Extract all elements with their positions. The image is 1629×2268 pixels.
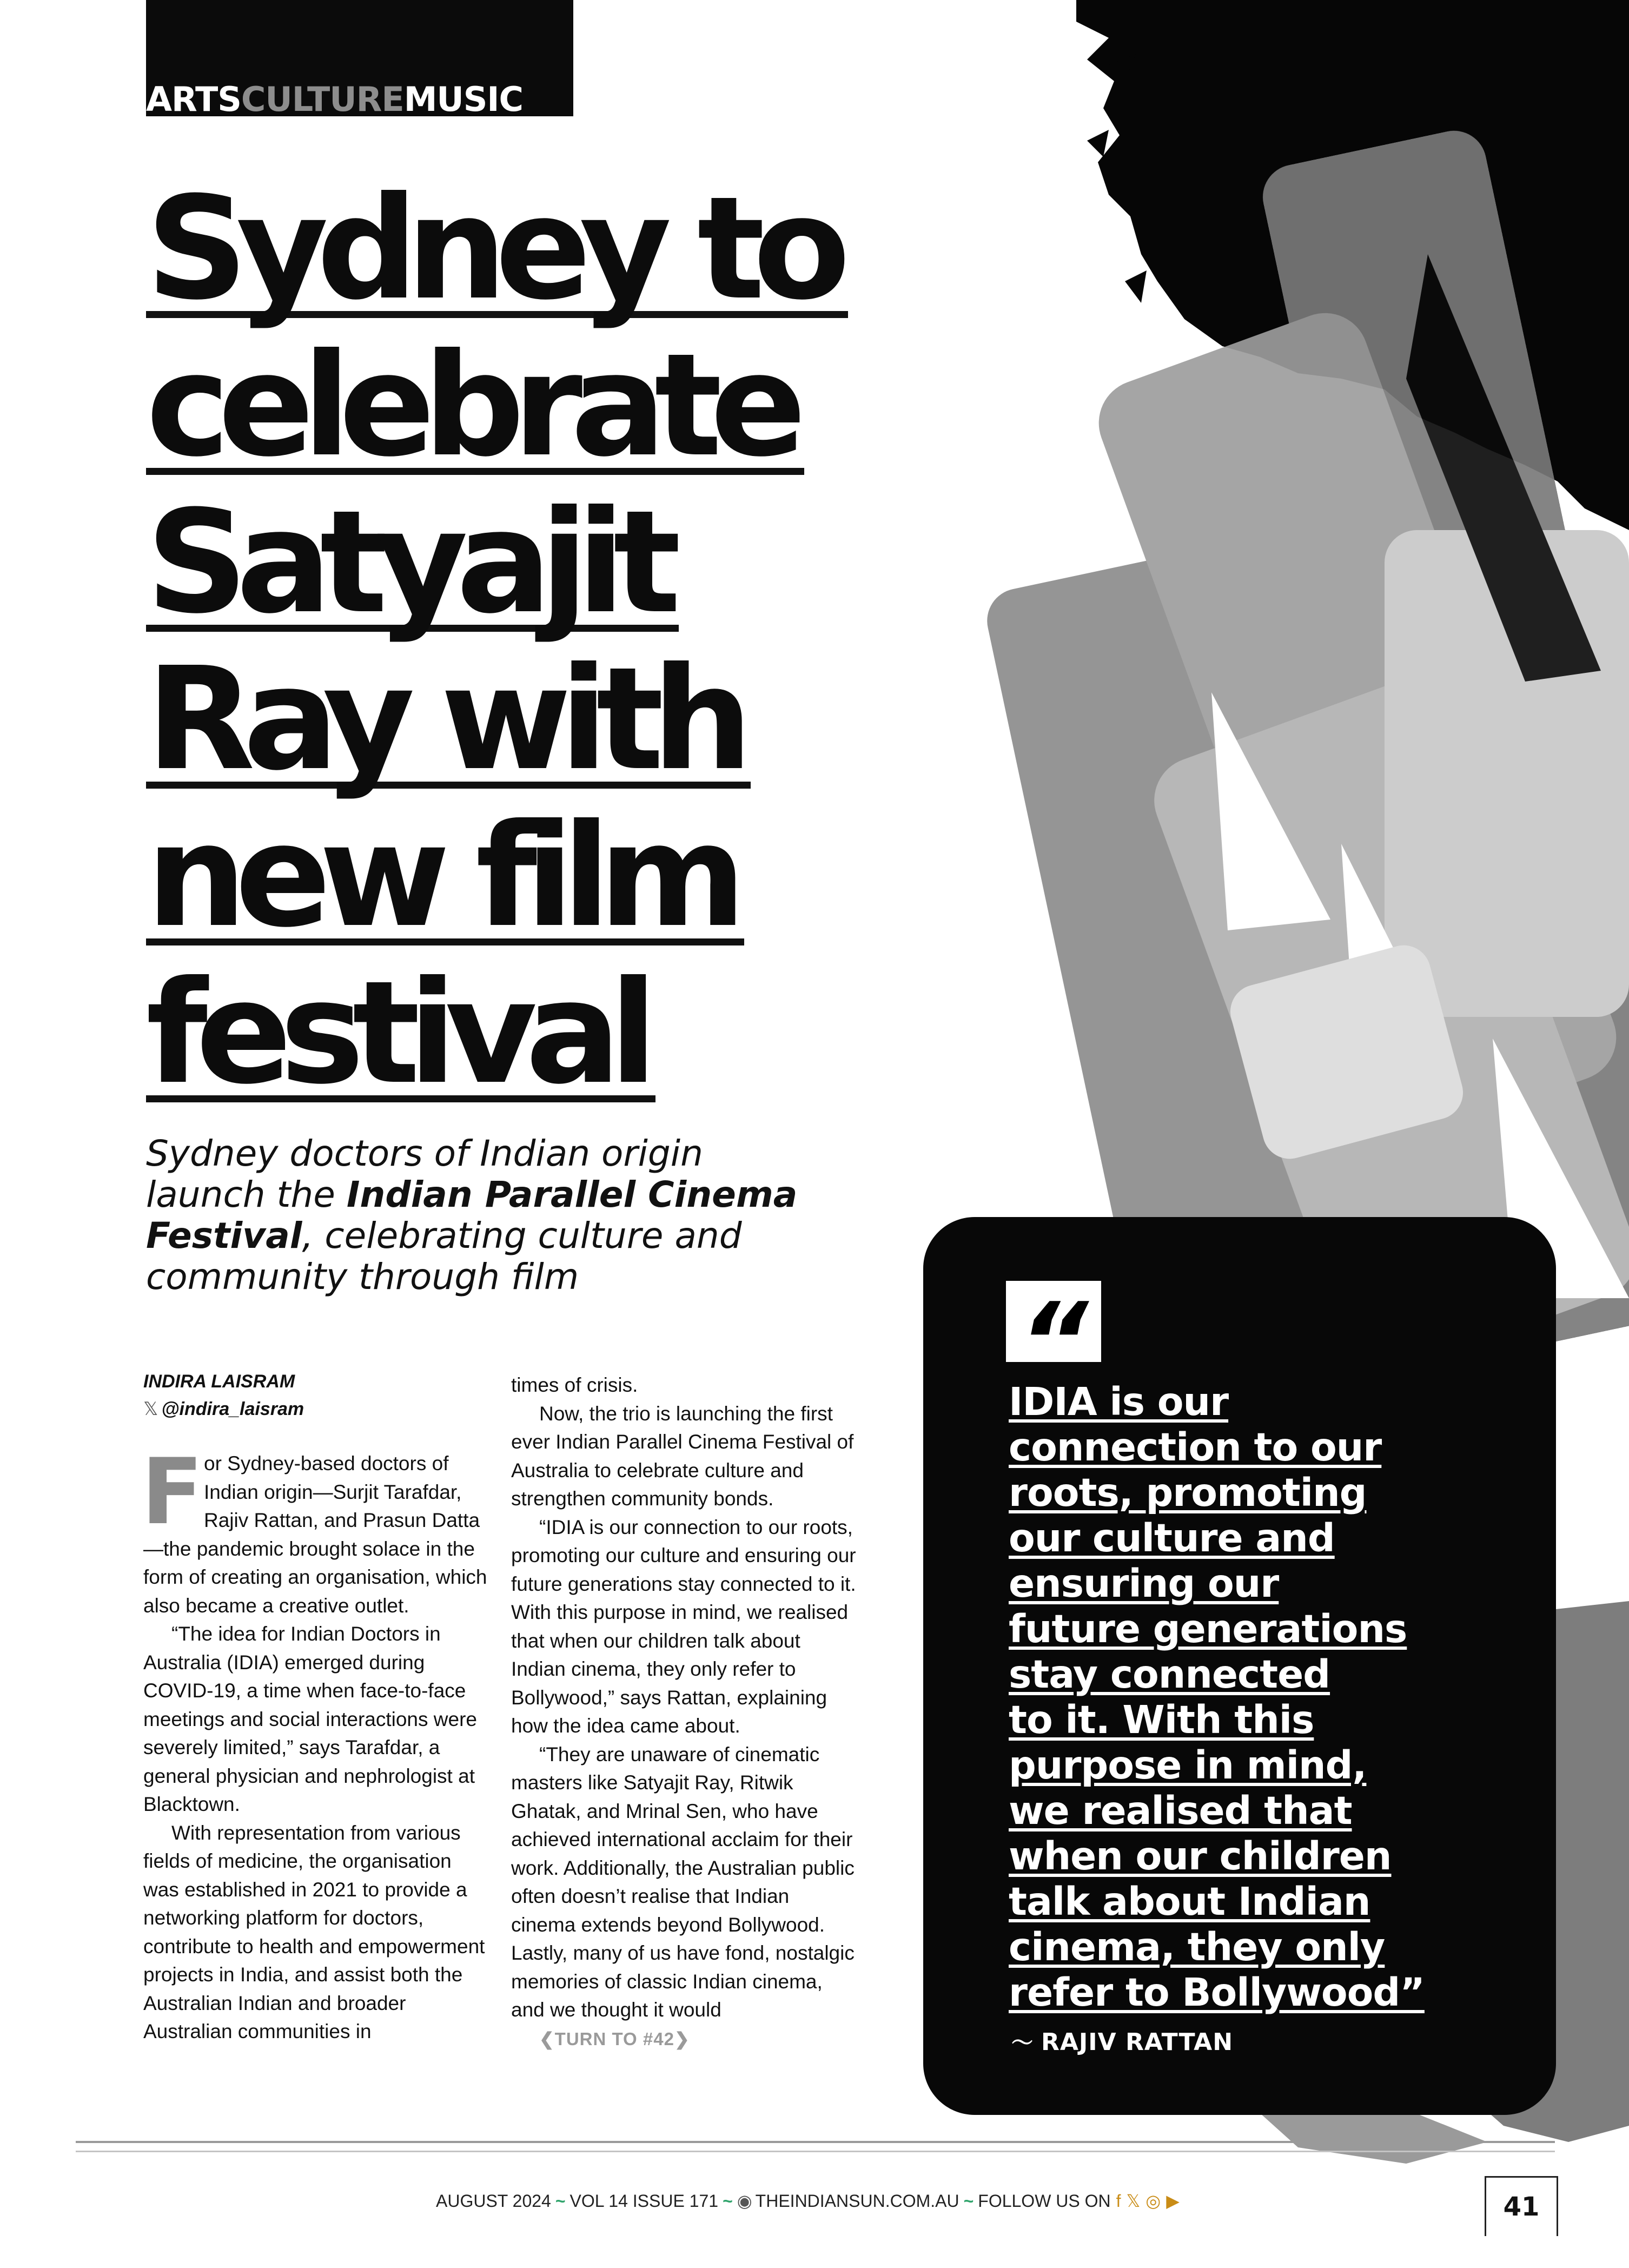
pull-quote-line: ensuring our	[1009, 1561, 1279, 1606]
facebook-icon[interactable]: f	[1116, 2191, 1121, 2211]
article-paragraph: Now, the trio is launching the first ever Indian Parallel Cinema Festival of Australia to celebrate culture and strengthen community bonds.	[511, 1402, 854, 1510]
pull-quote-line: cinema, they only	[1009, 1925, 1385, 1969]
section-label	[146, 81, 523, 118]
drop-cap: F	[141, 1439, 203, 1545]
headline-text: celebrate	[146, 343, 804, 475]
headline-line	[146, 480, 946, 645]
squiggle-icon: ~	[963, 2191, 974, 2211]
footer-rule-secondary	[76, 2151, 1555, 2152]
pull-quote-line: stay connected	[1009, 1652, 1330, 1697]
headline-text: Sydney to	[146, 187, 848, 318]
footer-site[interactable]: THEINDIANSUN.COM.AU	[755, 2191, 959, 2211]
pull-quote-line: our culture and	[1009, 1516, 1335, 1561]
headline-text: new film	[146, 814, 744, 945]
squiggle-icon: ~	[723, 2191, 733, 2211]
pull-quote-line: purpose in mind,	[1009, 1743, 1367, 1788]
pull-quote-attribution	[1011, 2026, 1233, 2057]
footer-follow: FOLLOW US ON	[978, 2191, 1111, 2211]
turn-to-link[interactable]: ❮TURN TO #42❯	[539, 2028, 690, 2049]
quote-mark-icon: “	[1006, 1281, 1101, 1362]
headline-line	[146, 950, 946, 1115]
pull-quote-line: IDIA is our	[1009, 1379, 1229, 1424]
headline-text: Satyajit	[146, 500, 679, 632]
section-arts: ARTS	[146, 80, 241, 119]
pull-quote-line: we realised that	[1009, 1788, 1352, 1833]
article-paragraph-text: “They are unaware of cinematic masters like Satyajit Ray, Ritwik Ghatak, and Mrinal Sen, who have achieved international acclaim for their work. Additionally, the Australian public often doesn’t realise that Indian cinema extends beyond Bollywood. Lastly, many of us have fond, nostalgic memories of classic Indian cinema, and we thought it would	[511, 1743, 855, 2021]
pull-quote-line: to it. With this	[1009, 1697, 1314, 1742]
article-paragraph	[511, 1741, 857, 2054]
article-paragraph: times of crisis.	[511, 1374, 638, 1396]
youtube-icon[interactable]: ▶	[1166, 2191, 1180, 2211]
headline-line	[146, 637, 946, 802]
page-footer	[436, 2191, 1180, 2211]
headline-line	[146, 794, 946, 958]
pull-quote-line: talk about Indian	[1009, 1879, 1370, 1924]
headline	[146, 166, 946, 1115]
globe-icon: ◉	[737, 2191, 752, 2211]
article-paragraph: or Sydney-based doctors of Indian origin—Surjit Tarafdar, Rajiv Rattan, and Prasun Datta—the pandemic brought solace in the form of creating an organisation, which also became a creative outlet.	[143, 1452, 487, 1617]
standfirst-post: , celebrating culture and community through film	[146, 1215, 742, 1298]
article-paragraph: “The idea for Indian Doctors in Australia (IDIA) emerged during COVID-19, a time when face-to-face meetings and social interactions were severely limited,” says Tarafdar, a general physician and nephrologist at Blacktown.	[143, 1623, 477, 1815]
x-logo-icon: 𝕏	[143, 1399, 158, 1419]
headline-line	[146, 166, 946, 331]
byline-handle-text: @indira_laisram	[161, 1399, 304, 1419]
article-paragraph: “IDIA is our connection to our roots, promoting our culture and ensuring our future generations stay connected to it. With this purpose in mind, we realised that when our children talk about Indian cinema, they only refer to Bollywood,” says Rattan, explaining how the idea came about.	[511, 1516, 856, 1737]
turn-to-text: TURN TO #42	[554, 2028, 674, 2049]
article-column-2	[511, 1371, 857, 2053]
pull-quote-text	[1009, 1379, 1549, 2015]
headline-text: Ray with	[146, 657, 751, 789]
section-culture: CULTURE	[241, 80, 404, 119]
byline-handle[interactable]	[143, 1398, 304, 1420]
pull-quote-line: connection to our	[1009, 1425, 1382, 1470]
headline-text: festival	[146, 971, 655, 1102]
headline-line	[146, 323, 946, 488]
article-paragraph: With representation from various fields of medicine, the organisation was established in 2021 to provide a networking platform for doctors, contribute to health and empowerment projects in India, and assist both the Australian Indian and broader Australian communities in	[143, 1821, 485, 2042]
byline-author: INDIRA LAISRAM	[143, 1371, 295, 1392]
section-music: MUSIC	[403, 80, 523, 119]
page-number: 41	[1485, 2176, 1558, 2236]
footer-issue: VOL 14 ISSUE 171	[570, 2191, 719, 2211]
pull-quote-line: roots, promoting	[1009, 1470, 1367, 1515]
standfirst-festival-name: Indian Parallel Cinema Festival	[146, 1174, 798, 1257]
standfirst	[146, 1133, 806, 1298]
pull-quote-line: refer to Bollywood”	[1009, 1970, 1425, 2015]
pull-quote-line: when our children	[1009, 1834, 1392, 1879]
article-column-1	[141, 1439, 489, 2046]
footer-date: AUGUST 2024	[436, 2191, 551, 2211]
squiggle-icon: ~	[555, 2191, 566, 2211]
attribution-name: RAJIV RATTAN	[1041, 2028, 1234, 2056]
instagram-icon[interactable]: ◎	[1145, 2191, 1161, 2211]
footer-rule	[76, 2141, 1555, 2143]
squiggle-icon: 〜	[1011, 2031, 1034, 2055]
x-icon[interactable]: 𝕏	[1126, 2191, 1141, 2211]
pull-quote-line: future generations	[1009, 1606, 1407, 1651]
standfirst-pre: Sydney doctors of Indian origin launch the	[146, 1133, 703, 1215]
